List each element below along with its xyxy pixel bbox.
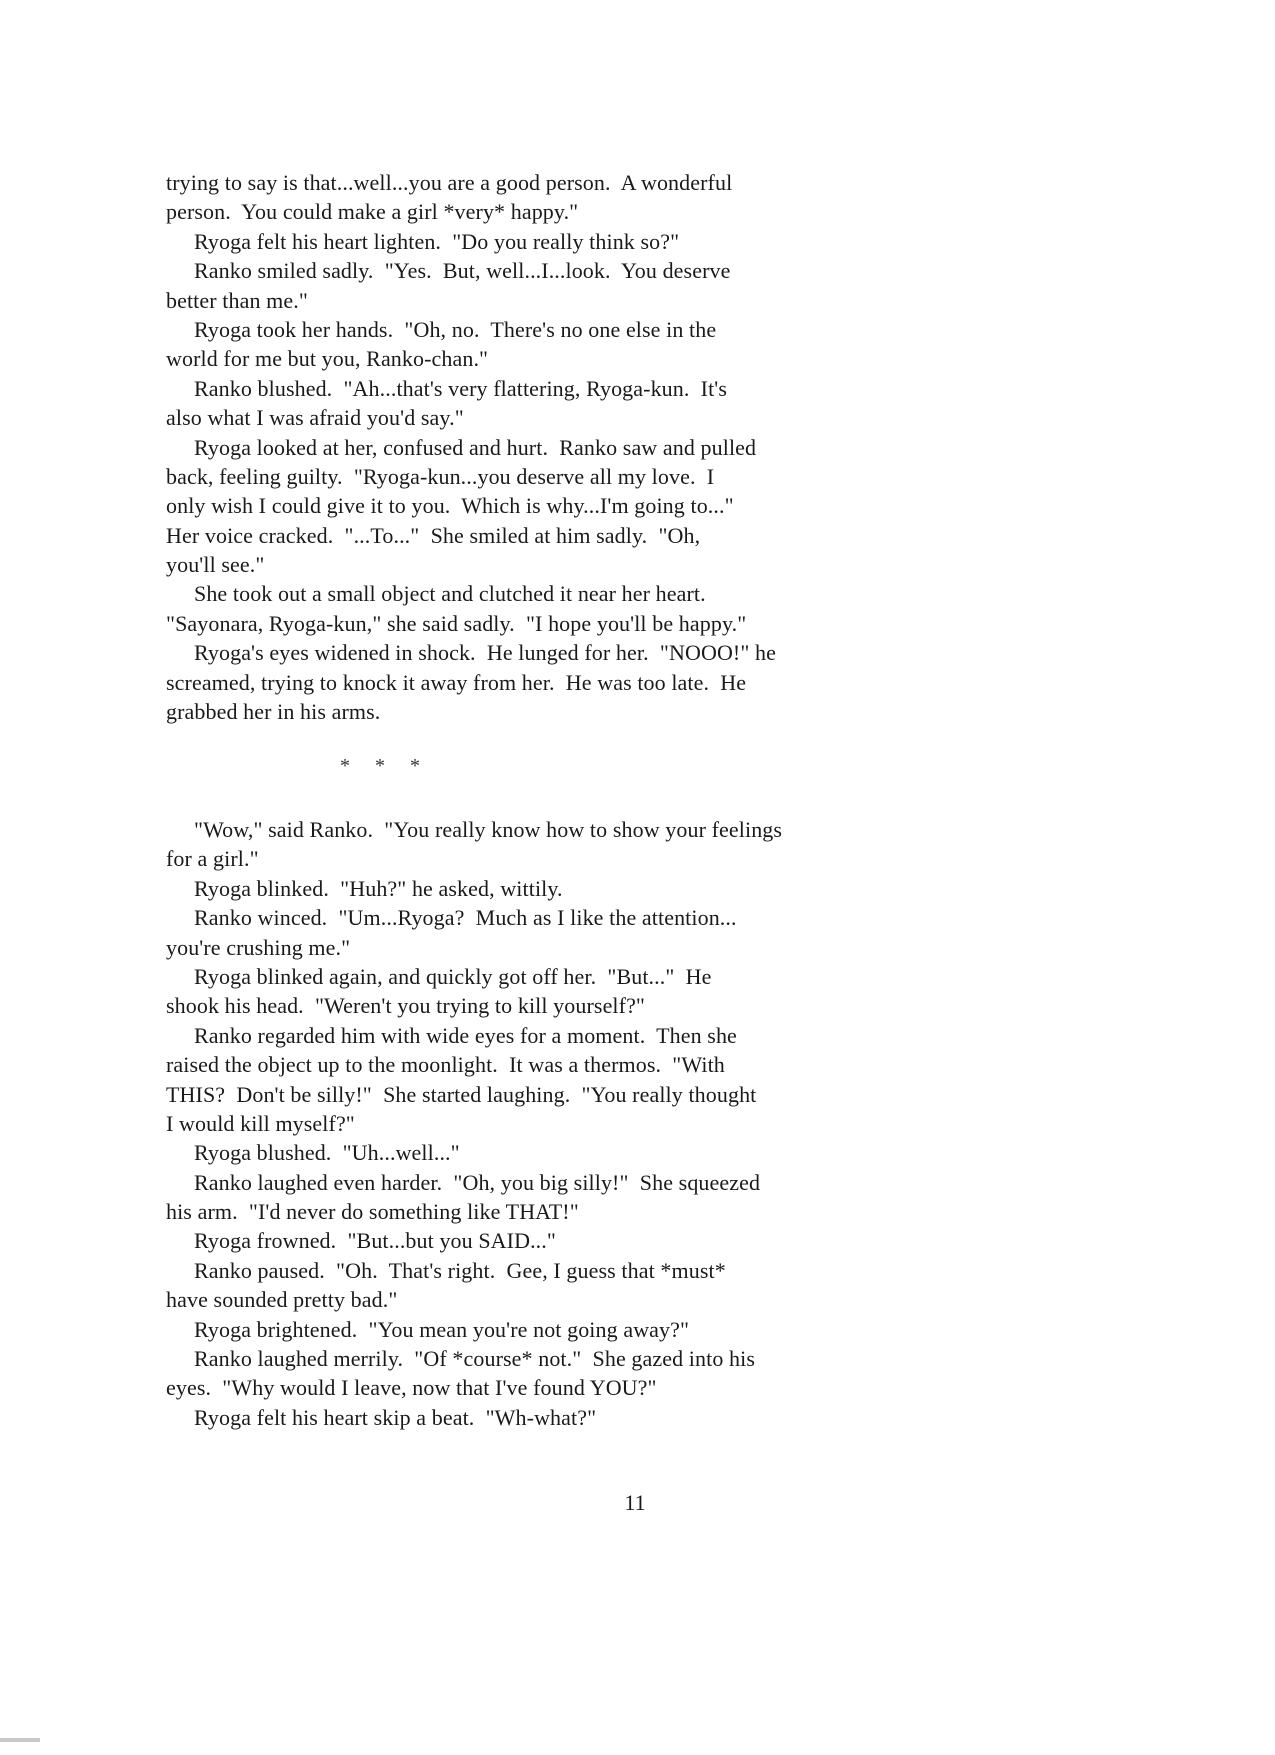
text-line: Ranko regarded him with wide eyes for a moment. Then she xyxy=(166,1022,737,1048)
text-line: Ryoga blinked. "Huh?" he asked, wittily. xyxy=(166,875,563,901)
text-line: Ryoga frowned. "But...but you SAID..." xyxy=(166,1228,556,1254)
text-line: I would kill myself?" xyxy=(166,1110,355,1136)
text-line: also what I was afraid you'd say." xyxy=(166,405,464,431)
text-block-bottom xyxy=(166,815,866,1432)
text-line: Ryoga looked at her, confused and hurt. Ranko saw and pulled xyxy=(166,434,757,460)
text-line: "Wow," said Ranko. "You really know how to show your feelings xyxy=(166,817,783,842)
text-line: shook his head. "Weren't you trying to kill yourself?" xyxy=(166,993,646,1019)
text-line: Ryoga felt his heart lighten. "Do you really think so?" xyxy=(166,228,680,254)
text-line: Ryoga's eyes widened in shock. He lunged for her. "NOOO!" he xyxy=(166,640,777,666)
text-line: Ryoga brightened. "You mean you're not going away?" xyxy=(166,1316,690,1342)
text-line: Ranko laughed merrily. "Of *course* not." She gazed into his xyxy=(166,1346,756,1372)
text-line: THIS? Don't be silly!" She started laughing. "You really thought xyxy=(166,1081,757,1107)
text-line: only wish I could give it to you. Which is why...I'm going to..." xyxy=(166,493,734,519)
text-line: person. You could make a girl *very* happy." xyxy=(166,199,579,225)
scan-edge-mark xyxy=(0,1738,40,1742)
text-line: raised the object up to the moonlight. It was a thermos. "With xyxy=(166,1052,725,1078)
text-line: Ryoga blushed. "Uh...well..." xyxy=(166,1140,460,1166)
text-line: better than me." xyxy=(166,287,308,313)
page-number: 11 xyxy=(624,1490,646,1515)
text-line: Ranko laughed even harder. "Oh, you big silly!" She squeezed xyxy=(166,1169,761,1195)
text-line: have sounded pretty bad." xyxy=(166,1287,398,1313)
text-line: you're crushing me." xyxy=(166,934,351,960)
text-line: "Sayonara, Ryoga-kun," she said sadly. "I hope you'll be happy." xyxy=(166,610,747,636)
text-line: grabbed her in his arms. xyxy=(166,699,381,725)
text-line: Her voice cracked. "...To..." She smiled at him sadly. "Oh, xyxy=(166,522,701,548)
text-line: you'll see." xyxy=(166,552,265,578)
text-line: back, feeling guilty. "Ryoga-kun...you deserve all my love. I xyxy=(166,463,715,489)
text-line: eyes. "Why would I leave, now that I've found YOU?" xyxy=(166,1375,657,1401)
text-line: world for me but you, Ranko-chan." xyxy=(166,346,489,372)
text-block-top xyxy=(166,168,866,726)
text-line: Ranko smiled sadly. "Yes. But, well...I...look. You deserve xyxy=(166,258,731,284)
text-line: Ranko paused. "Oh. That's right. Gee, I guess that *must* xyxy=(166,1257,726,1283)
text-line: Ranko winced. "Um...Ryoga? Much as I like the attention... xyxy=(166,905,737,931)
scene-separator: * * * xyxy=(340,755,420,777)
text-line: Ryoga blinked again, and quickly got off her. "But..." He xyxy=(166,963,712,989)
text-line: Ranko blushed. "Ah...that's very flattering, Ryoga-kun. It's xyxy=(166,375,728,401)
text-line: Ryoga took her hands. "Oh, no. There's no one else in the xyxy=(166,316,717,342)
text-line: She took out a small object and clutched it near her heart. xyxy=(166,581,706,607)
text-line: Ryoga felt his heart skip a beat. "Wh-what?" xyxy=(166,1404,597,1430)
text-line: trying to say is that...well...you are a good person. A wonderful xyxy=(166,170,733,195)
text-line: his arm. "I'd never do something like THAT!" xyxy=(166,1199,579,1225)
text-line: for a girl." xyxy=(166,846,259,872)
text-line: screamed, trying to knock it away from her. He was too late. He xyxy=(166,669,747,695)
